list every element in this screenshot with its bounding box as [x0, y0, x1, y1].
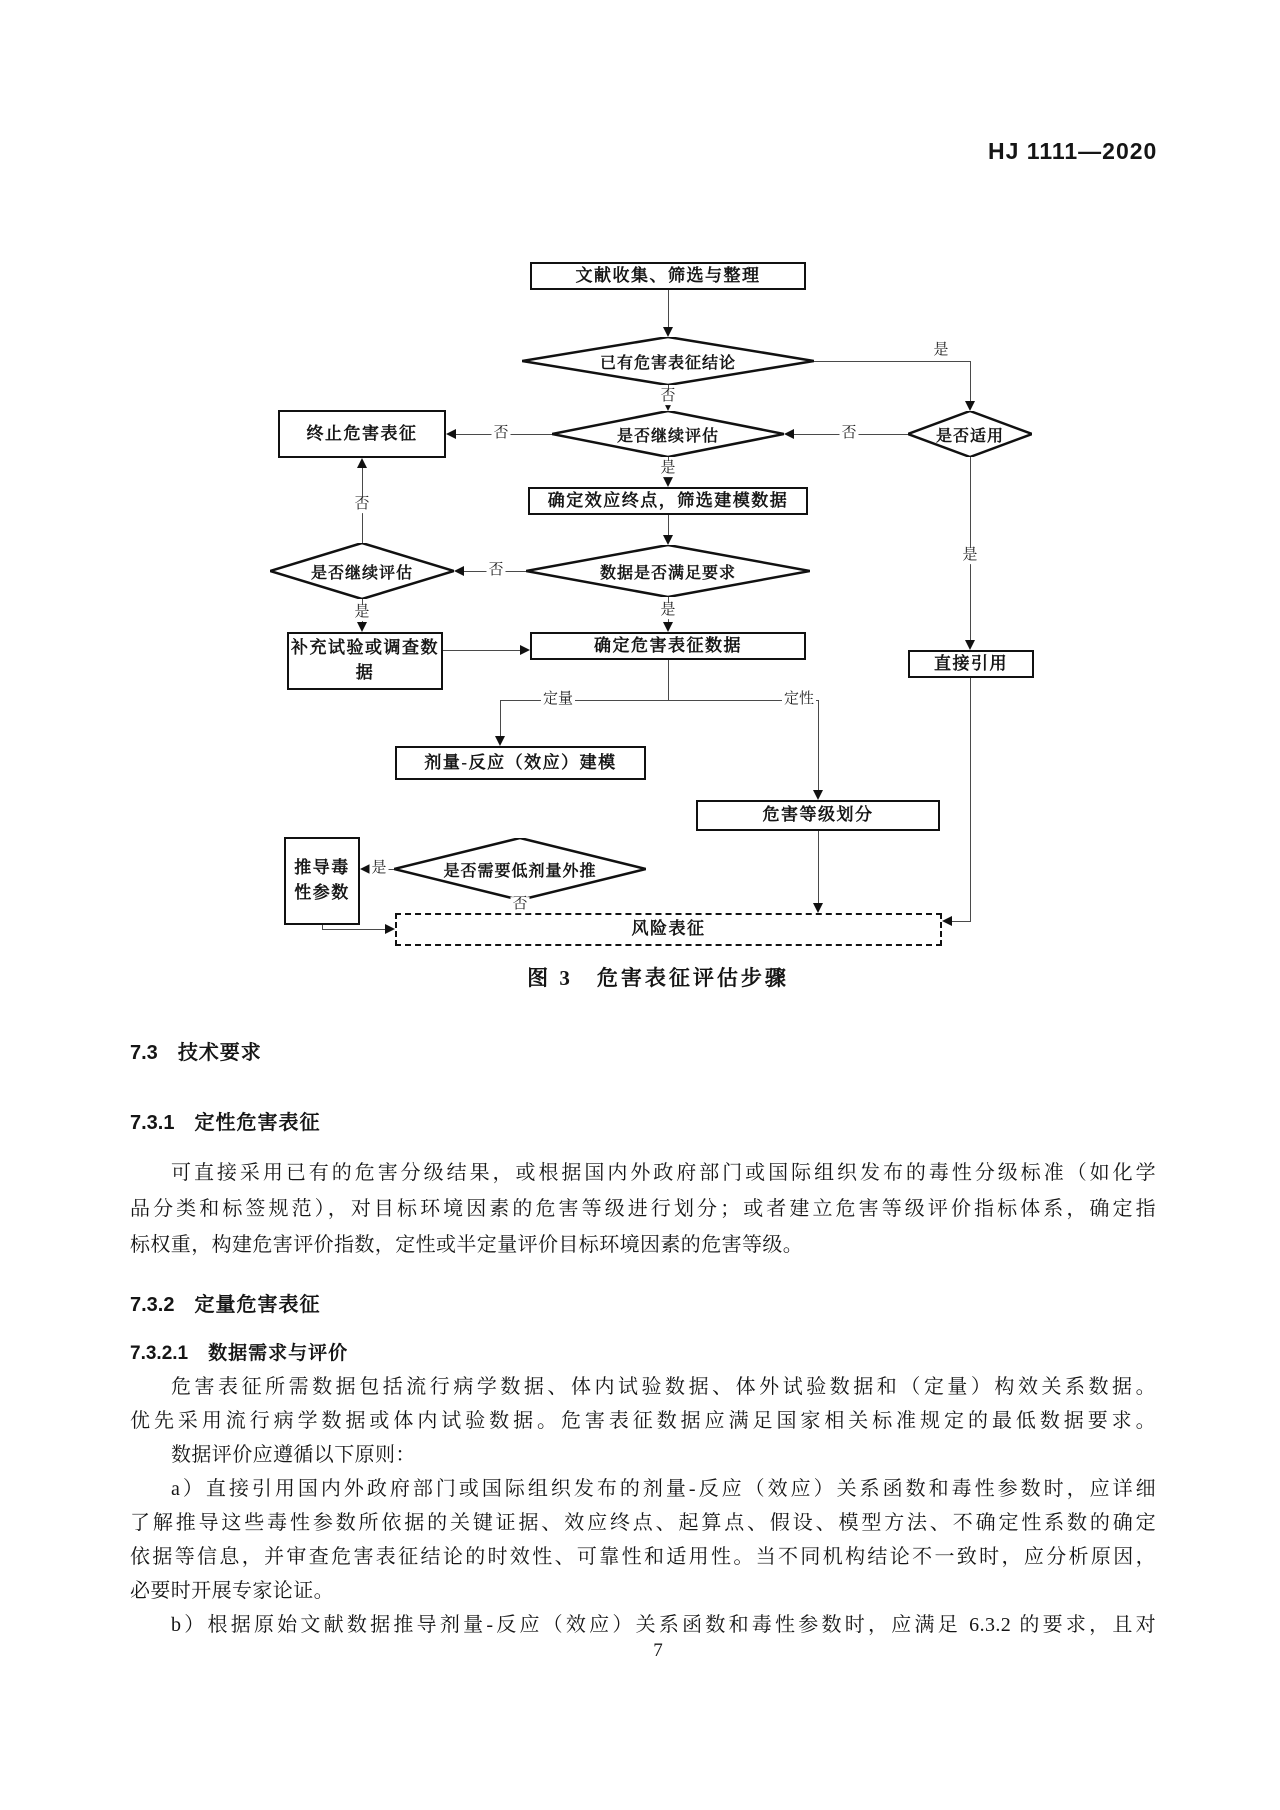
edge-label-quantitative: 定量 [542, 691, 574, 708]
flow-connector [443, 650, 520, 651]
edge-label-yes: 是 [962, 547, 978, 564]
body-line: 依据等信息，并审查危害表征结论的时效性、可靠性和适用性。当不同机构结论不一致时，应分析原因， [130, 1546, 1156, 1568]
arrowhead-icon [813, 790, 823, 800]
edge-label-no: 否 [493, 425, 509, 442]
edge-label-no: 否 [354, 496, 370, 513]
flow-connector [952, 921, 971, 922]
arrowhead-icon [454, 566, 464, 576]
edge-label-yes: 是 [660, 602, 676, 619]
flow-connector [818, 831, 819, 903]
body-line: a）直接引用国内外政府部门或国际组织发布的剂量-反应（效应）关系函数和毒性参数时，应详细 [171, 1478, 1156, 1500]
edge-label-no: 否 [488, 562, 504, 579]
flow-connector [970, 678, 971, 922]
body-line: 标权重，构建危害评价指数，定性或半定量评价目标环境因素的危害等级。 [130, 1234, 804, 1256]
arrowhead-icon [446, 429, 456, 439]
body-line: 数据评价应遵循以下原则： [171, 1444, 416, 1466]
doc-number-header: HJ 1111—2020 [988, 138, 1158, 164]
flow-connector [668, 289, 669, 327]
flow-connector [818, 700, 819, 790]
arrowhead-icon [965, 640, 975, 650]
edge-label-yes: 是 [371, 860, 387, 877]
edge-label-no: 否 [512, 896, 528, 913]
arrowhead-icon [663, 477, 673, 487]
flow-diamond-continue-eval-top: 是否继续评估 [552, 411, 784, 457]
flow-diamond-low-dose-extrapolation: 是否需要低剂量外推 [394, 838, 646, 900]
arrowhead-icon [784, 429, 794, 439]
body-line: b）根据原始文献数据推导剂量-反应（效应）关系函数和毒性参数时，应满足 6.3.2 的要求，且对 [171, 1614, 1156, 1636]
flow-box-derive-toxicity: 推导毒性参数 [284, 837, 360, 925]
arrowhead-icon [813, 903, 823, 913]
edge-label-yes: 是 [933, 342, 949, 359]
flow-box-direct-citation: 直接引用 [908, 650, 1034, 678]
edge-label-qualitative: 定性 [783, 691, 815, 708]
page-number: 7 [653, 1640, 663, 1661]
flow-diamond-continue-eval-left: 是否继续评估 [270, 543, 454, 599]
arrowhead-icon [357, 622, 367, 632]
flow-box-determine-endpoint: 确定效应终点，筛选建模数据 [528, 487, 808, 515]
figure-caption: 图 3 危害表征评估步骤 [527, 966, 789, 990]
flow-connector [668, 660, 669, 701]
arrowhead-icon [663, 622, 673, 632]
flow-diamond-has-conclusion: 已有危害表征结论 [522, 337, 814, 385]
body-line: 品分类和标签规范），对目标环境因素的危害等级进行划分；或者建立危害等级评价指标体系，确定指 [130, 1198, 1156, 1220]
flow-box-supplement: 补充试验或调查数据 [287, 632, 443, 690]
flow-diamond-applicable: 是否适用 [908, 411, 1032, 457]
flow-box-determine-data: 确定危害表征数据 [530, 632, 806, 660]
section-heading-7-3-2: 7.3.2 定量危害表征 [130, 1294, 321, 1316]
edge-label-no: 否 [841, 425, 857, 442]
body-line: 优先采用流行病学数据或体内试验数据。危害表征数据应满足国家相关标准规定的最低数据要求。 [130, 1410, 1156, 1432]
arrowhead-icon [385, 924, 395, 934]
flow-box-risk-characterization: 风险表征 [395, 913, 942, 946]
body-line: 危害表征所需数据包括流行病学数据、体内试验数据、体外试验数据和（定量）构效关系数据。 [171, 1376, 1156, 1398]
body-line: 了解推导这些毒性参数所依据的关键证据、效应终点、起算点、假设、模型方法、不确定性系数的确定 [130, 1512, 1156, 1534]
flow-connector [814, 361, 971, 362]
arrowhead-icon [663, 535, 673, 545]
arrowhead-icon [942, 916, 952, 926]
flow-connector [668, 515, 669, 535]
arrowhead-icon [357, 458, 367, 468]
flow-connector [970, 361, 971, 401]
arrowhead-icon [663, 327, 673, 337]
body-line: 可直接采用已有的危害分级结果，或根据国内外政府部门或国际组织发布的毒性分级标准（如化学 [171, 1162, 1156, 1184]
flow-box-hazard-grading: 危害等级划分 [696, 800, 940, 831]
section-heading-7-3-2-1: 7.3.2.1 数据需求与评价 [130, 1343, 349, 1364]
flow-connector [322, 929, 385, 930]
section-heading-7-3-1: 7.3.1 定性危害表征 [130, 1112, 321, 1134]
edge-label-yes: 是 [660, 460, 676, 477]
arrowhead-icon [520, 645, 530, 655]
section-heading-7-3: 7.3 技术要求 [130, 1042, 262, 1064]
flow-connector [500, 700, 501, 736]
edge-label-no: 否 [660, 388, 676, 405]
flow-box-literature: 文献收集、筛选与整理 [530, 262, 806, 290]
flow-box-dose-modeling: 剂量-反应（效应）建模 [395, 746, 646, 780]
flow-box-terminate: 终止危害表征 [278, 410, 446, 458]
flow-diamond-data-satisfy: 数据是否满足要求 [526, 545, 810, 597]
arrowhead-icon [965, 401, 975, 411]
edge-label-yes: 是 [354, 604, 370, 621]
body-line: 必要时开展专家论证。 [130, 1580, 334, 1602]
arrowhead-icon [495, 736, 505, 746]
